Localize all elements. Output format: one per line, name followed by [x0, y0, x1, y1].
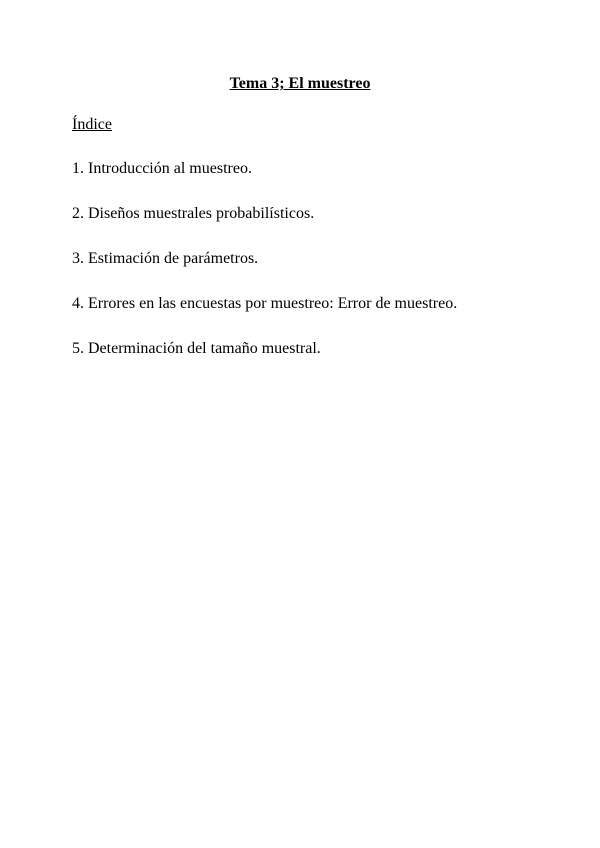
index-heading: Índice [72, 116, 112, 133]
table-of-contents [72, 159, 457, 384]
document-title: Tema 3; El muestreo [229, 75, 371, 92]
toc-item-5: 5. Determinación del tamaño muestral. [72, 340, 321, 357]
toc-item-2: 2. Diseños muestrales probabilísticos. [72, 205, 315, 222]
toc-item-3: 3. Estimación de parámetros. [72, 250, 259, 267]
toc-item-1: 1. Introducción al muestreo. [72, 160, 252, 177]
toc-item-4: 4. Errores en las encuestas por muestreo: Error de muestreo. [72, 295, 458, 312]
